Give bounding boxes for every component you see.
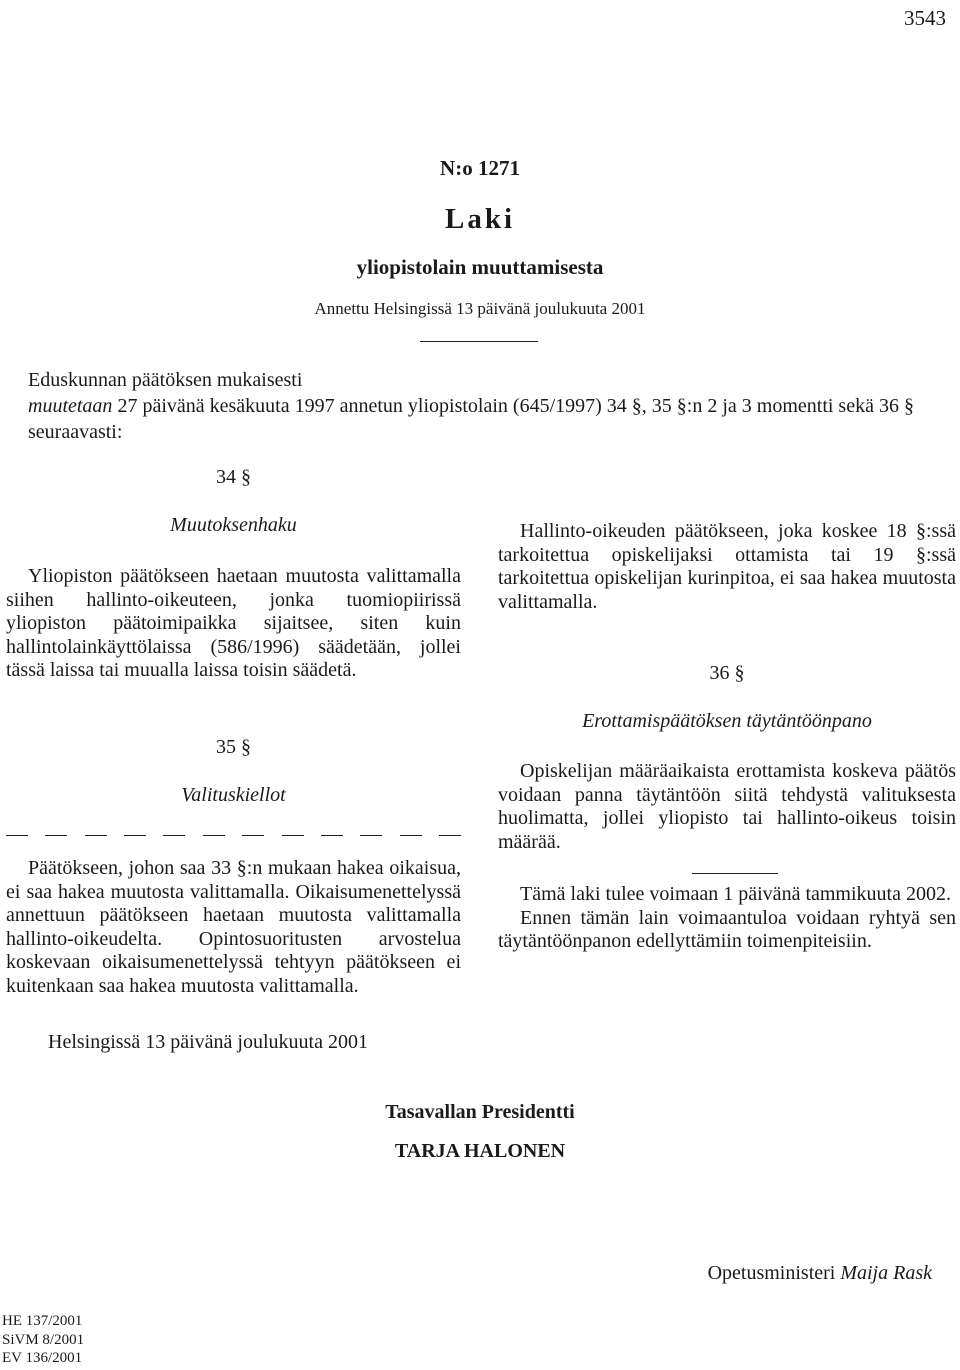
president-title: Tasavallan Presidentti <box>385 1101 575 1123</box>
omitted-text-dashes <box>6 835 461 836</box>
document-number: N:o 1271 <box>440 156 520 180</box>
section-36-number-wrap <box>498 662 956 686</box>
section-35-text-part2: Hallinto-oikeuden päätökseen, joka koskee 18 §:ssä tarkoitettua opiskelijaksi ottamista tai 19 §:ssä tarkoitettua opiskelijan kurinpitoa, ei saa hakea muutosta valittamalla. <box>498 520 956 613</box>
preparatory-measures-text: Ennen tämän lain voimaantuloa voidaan ryhtyä sen täytäntöönpanon edellyttämiin toimenpiteisiin. <box>498 906 956 953</box>
section-36-title: Erottamispäätöksen täytäntöönpano <box>582 710 872 732</box>
section-34-number: 34 § <box>216 466 251 488</box>
section-35-body-right <box>498 520 956 614</box>
document-title: yliopistolain muuttamisesta <box>356 255 604 279</box>
section-36-text: Opiskelijan määräaikaista erottamista koskeva päätös voidaan panna täytäntöön siitä tehdystä valituksesta huolimatta, jollei yliopisto tai hallinto-oikeus toisin määrää. <box>498 760 956 853</box>
issued-line: Annettu Helsingissä 13 päivänä joulukuuta 2001 <box>314 299 646 318</box>
entry-into-force-text: Tämä laki tulee voimaan 1 päivänä tammikuuta 2002. <box>520 883 951 905</box>
page-number: 3543 <box>904 6 946 30</box>
enacting-line-1: Eduskunnan päätöksen mukaisesti <box>28 369 303 391</box>
section-36-body <box>498 760 956 854</box>
reference-item: SiVM 8/2001 <box>2 1331 85 1348</box>
section-35-body-right-continuation <box>498 467 956 515</box>
entry-into-force <box>498 883 956 954</box>
entry-into-force-divider <box>692 873 778 874</box>
section-35-number: 35 § <box>216 736 251 758</box>
reference-item: HE 137/2001 <box>2 1313 83 1329</box>
section-34-title-wrap <box>6 514 461 538</box>
section-35-title-wrap <box>6 784 461 808</box>
enacting-clause <box>28 367 932 445</box>
section-36-title-wrap <box>498 710 956 734</box>
document-type: Laki <box>444 203 516 235</box>
enacting-text: 27 päivänä kesäkuuta 1997 annetun yliopistolain (645/1997) 34 §, 35 §:n 2 ja 3 momentti sekä 36 § seuraavasti: <box>28 395 914 443</box>
president-name: TARJA HALONEN <box>394 1140 566 1162</box>
section-35-title: Valituskiellot <box>181 784 286 806</box>
legislative-references <box>2 1312 84 1368</box>
enacting-line-2 <box>28 393 932 445</box>
enacting-verb: muutetaan <box>28 395 113 417</box>
section-35-text-part1: Päätökseen, johon saa 33 §:n mukaan hakea oikaisua, ei saa hakea muutosta valittamalla. Oikaisumenettelyssä annettuun päätökseen haetaan muutosta valittamalla hallinto-oikeudelta. Opintosuoritusten arvostelua koskevaan oikaisumenettelyssä tehtyyn päätökseen ei kuitenkaan saa hakea muutosta valittamalla. <box>6 857 461 997</box>
section-35-number-wrap <box>6 736 461 760</box>
section-34-body <box>6 565 461 683</box>
section-34-title: Muutoksenhaku <box>170 514 297 536</box>
signing-place-date: Helsingissä 13 päivänä joulukuuta 2001 <box>48 1031 368 1053</box>
section-34-number-wrap <box>6 466 461 490</box>
section-34-text: Yliopiston päätökseen haetaan muutosta valittamalla siihen hallinto-oikeuteen, jonka tuomiopiirissä yliopiston päätoimipaikka sijaitsee, siten kuin hallintolainkäyttölaissa (586/1996) säädetään, jollei tässä laissa tai muualla laissa toisin säädetä. <box>6 565 461 682</box>
minister-title: Opetusministeri <box>707 1262 841 1284</box>
section-36-number: 36 § <box>709 662 745 684</box>
minister-name: Maija Rask <box>840 1262 932 1284</box>
header-divider <box>420 341 538 342</box>
section-35-body-left <box>6 857 461 999</box>
minister-signature <box>708 1262 932 1285</box>
reference-item: EV 136/2001 <box>2 1350 83 1366</box>
